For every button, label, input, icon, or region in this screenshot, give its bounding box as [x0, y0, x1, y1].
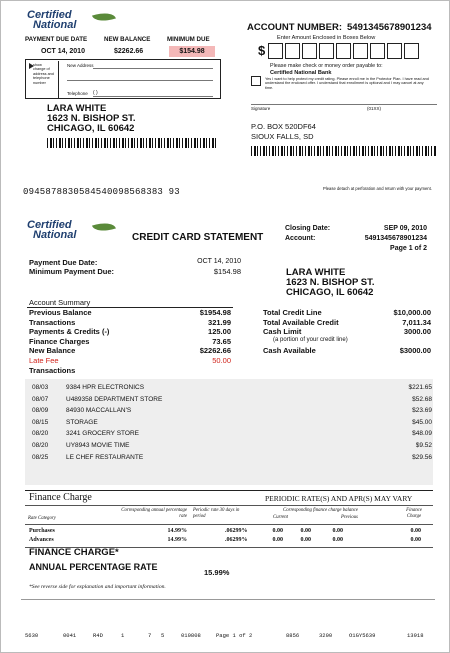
summary-heading: Account Summary: [29, 298, 91, 307]
footnote: *See reverse side for explanation and important information.: [29, 584, 166, 590]
credit-label: Total Credit Line: [263, 308, 322, 317]
stub-payment-due-label: PAYMENT DUE DATE: [25, 36, 88, 43]
finance-heading: Finance Charge: [29, 492, 92, 503]
col-finance: Finance Charge: [406, 508, 422, 519]
summary-label: Transactions: [29, 317, 76, 327]
protector-plan-note: Yes I want to help protect my credit rating. Please enroll me in the Protector Plan. I have read and understand the enclosed offer. I understand that enrollment is optional and I may cancel at any time.: [265, 77, 429, 90]
summary-value: 73.65: [212, 336, 231, 346]
transaction-date: 08/09: [32, 407, 49, 415]
payment-due-date-label: Payment Due Date:: [29, 258, 98, 267]
transaction-row: [32, 430, 432, 442]
transaction-amount: $52.68: [412, 395, 432, 403]
col-periodic: Periodic rate 30 days in period: [193, 508, 240, 519]
footer-rule: [21, 599, 435, 600]
finance-current: 0.00: [272, 537, 283, 543]
statement-customer-street: 1623 N. BISHOP ST.: [286, 277, 375, 288]
payable-to-bank: Certified National Bank: [270, 70, 332, 76]
minimum-due: $154.98: [213, 267, 241, 276]
address-line-2[interactable]: [67, 80, 213, 81]
transaction-description: STORAGE: [66, 418, 98, 426]
finance-previous: 0.00: [332, 528, 343, 534]
transaction-row: [32, 396, 432, 408]
statement-title: CREDIT CARD STATEMENT: [132, 232, 264, 243]
transaction-date: 08/20: [32, 442, 49, 449]
stub-new-balance: $2262.66: [114, 48, 144, 55]
transaction-row: [32, 442, 432, 454]
detach-note: Please detach at perforation and return with your payment.: [323, 186, 432, 191]
transaction-description: 84930 MACCALLAN'S: [66, 407, 132, 415]
transaction-row: [32, 454, 432, 466]
amount-box-4[interactable]: [319, 43, 334, 59]
apr-value: 15.99%: [204, 568, 230, 577]
amount-box-7[interactable]: [370, 43, 385, 59]
stub-customer-street: 1623 N. BISHOP ST.: [47, 113, 136, 124]
finance-divider: [25, 505, 433, 506]
stub-customer-city: CHICAGO, IL 60642: [47, 123, 135, 134]
periodic-heading: PERIODIC RATE(S) AND APR(S) MAY VARY: [265, 494, 413, 503]
summary-value: 125.00: [208, 327, 231, 337]
payment-due-date: OCT 14, 2010: [197, 258, 241, 265]
brand-logo-statement: [27, 220, 76, 240]
credit-value: 3000.00: [403, 327, 431, 337]
amount-box-8[interactable]: [387, 43, 402, 59]
amount-box-5[interactable]: [336, 43, 351, 59]
address-barcode: [47, 138, 217, 148]
transaction-description: LE CHEF RESTAURANTE: [66, 453, 144, 461]
brand-line2: National: [33, 19, 77, 31]
amount-box-1[interactable]: [268, 43, 283, 59]
signature-line[interactable]: [251, 104, 437, 105]
telephone-line[interactable]: [93, 96, 213, 97]
payable-to-label: Please make check or money order payable to:: [270, 63, 383, 69]
amount-box-6[interactable]: [353, 43, 368, 59]
apr-label: ANNUAL PERCENTAGE RATE: [29, 562, 158, 572]
finance-charge-label: FINANCE CHARGE*: [29, 547, 119, 558]
telephone-label: Telephone: [67, 91, 88, 96]
finance-header-rule: [25, 524, 433, 525]
finance-apr: 14.99%: [167, 537, 187, 543]
transaction-date: 08/15: [32, 418, 49, 426]
footer-code: 8856: [286, 632, 300, 639]
finance-current: 0.00: [272, 528, 283, 534]
amount-box-2[interactable]: [285, 43, 300, 59]
stub-customer-name: LARA WHITE: [47, 103, 107, 114]
credit-value: $10,000.00: [393, 308, 431, 317]
account-number-label: ACCOUNT NUMBER:: [247, 22, 342, 33]
footer-code: R4D: [93, 632, 103, 639]
col-balance: Corresponding finance charge balance: [283, 508, 358, 513]
amount-box-9[interactable]: [404, 43, 419, 59]
transaction-amount: $29.56: [412, 453, 432, 461]
finance-category: Advances: [29, 537, 54, 543]
finance-balance: 0.00: [300, 528, 311, 534]
col-current: Current: [273, 515, 289, 520]
closing-date: SEP 09, 2010: [383, 225, 427, 232]
leaf-icon: [92, 9, 116, 25]
stub-minimum-due-label: MINIMUM DUE: [167, 36, 210, 43]
credit-value: 7,011.34: [402, 317, 431, 327]
amount-enclosed-label: Enter Amount Enclosed in Boxes Below: [277, 35, 376, 41]
amount-box-3[interactable]: [302, 43, 317, 59]
summary-value: 321.99: [208, 317, 231, 327]
stub-payment-due-date: OCT 14, 2010: [41, 48, 85, 55]
transaction-date: 08/03: [32, 384, 49, 391]
closing-date-label: Closing Date:: [285, 225, 331, 232]
footer-code: 3200: [319, 632, 333, 639]
brand-line2-statement: National: [33, 229, 77, 241]
stub-minimum-due: $154.98: [169, 46, 215, 57]
transaction-date: 08/20: [32, 430, 49, 438]
footer-code: 5: [161, 632, 165, 639]
date-label: (01XX): [367, 106, 382, 111]
summary-value: 50.00: [212, 356, 231, 365]
footer-code: 5630: [25, 632, 39, 639]
summary-label: Late Fee: [29, 356, 59, 365]
transaction-amount: $221.65: [408, 384, 432, 391]
transaction-row: [32, 419, 432, 431]
finance-divider-top: [25, 490, 433, 491]
brand-line1-statement: Certified: [27, 219, 72, 231]
summary-label: Payments & Credits (-): [29, 327, 110, 337]
transaction-amount: $9.52: [415, 442, 432, 449]
brand-line1: Certified: [27, 9, 72, 21]
stub-new-balance-label: NEW BALANCE: [104, 36, 151, 43]
footer-code: 010808: [181, 632, 201, 639]
summary-value: $2262.66: [199, 346, 231, 356]
finance-periodic: .06299%: [225, 528, 248, 534]
footer-code: Page 1 of 2: [216, 632, 253, 639]
credit-label: (a portion of your credit line): [273, 336, 348, 343]
transaction-row: [32, 407, 432, 419]
finance-previous: 0.00: [332, 537, 343, 543]
remit-box: P.O. BOX 520DF64: [251, 122, 316, 131]
transaction-amount: $23.69: [412, 407, 432, 415]
transaction-description: 3241 GROCERY STORE: [66, 430, 139, 438]
minimum-due-label: Minimum Payment Due:: [29, 267, 115, 276]
finance-charge: 0.00: [410, 528, 421, 534]
summary-label: New Balance: [29, 346, 76, 356]
footer-code: 0041: [63, 632, 77, 639]
finance-category: Purchases: [29, 528, 55, 534]
transaction-amount: $45.00: [412, 418, 432, 426]
footer-code: 13918: [407, 632, 424, 639]
col-rate-category: Rate Category: [28, 516, 56, 521]
col-previous: Previous: [341, 515, 358, 520]
account-label: Account:: [285, 235, 316, 242]
transaction-description: 9384 HPR ELECTRONICS: [66, 384, 145, 391]
telephone-parens: ( ): [93, 90, 98, 96]
remit-barcode: [251, 146, 437, 156]
ocr-line: 0945878830584540098568383 93: [23, 187, 180, 197]
transaction-amount: $48.09: [412, 430, 432, 438]
leaf-icon-statement: [92, 219, 116, 235]
transaction-row: [32, 384, 432, 396]
signature-label: Signature: [251, 106, 271, 111]
credit-label: Cash Available: [263, 346, 316, 356]
page-indicator: Page 1 of 2: [390, 245, 427, 252]
new-address-line[interactable]: [93, 68, 213, 69]
address-box-divider: [58, 61, 59, 98]
statement-customer-name: LARA WHITE: [286, 267, 346, 278]
remit-city: SIOUX FALLS, SD: [251, 132, 314, 141]
change-address-note: show change of address and telephone number: [33, 63, 54, 85]
col-annual: Corresponding annual percentage rate: [121, 508, 187, 519]
transaction-description: U489358 DEPARTMENT STORE: [66, 395, 163, 403]
finance-apr: 14.99%: [167, 528, 187, 534]
summary-value: $1954.98: [199, 308, 231, 317]
finance-charge: 0.00: [410, 537, 421, 543]
transactions-heading: Transactions: [29, 366, 76, 375]
transaction-date: 08/07: [32, 395, 49, 403]
credit-value: $3000.00: [399, 346, 431, 356]
transaction-date: 08/25: [32, 453, 49, 461]
summary-label: Previous Balance: [29, 308, 92, 317]
footer-code: 1: [121, 632, 125, 639]
credit-label: Total Available Credit: [263, 317, 339, 327]
statement-customer-city: CHICAGO, IL 60642: [286, 287, 374, 298]
transaction-description: UY8943 MOVIE TIME: [66, 442, 130, 449]
new-address-label: New Address: [67, 63, 94, 68]
footer-code: 7: [148, 632, 152, 639]
finance-balance: 0.00: [300, 537, 311, 543]
finance-periodic: .06299%: [225, 537, 248, 543]
account-number: 5491345678901234: [347, 22, 432, 33]
summary-label: Finance Charges: [29, 336, 90, 346]
footer-code: O1GY5639: [349, 632, 376, 639]
dollar-sign: $: [258, 43, 266, 58]
brand-logo-top: [27, 10, 76, 30]
credit-label: Cash Limit: [263, 327, 302, 337]
statement-account-number: 5491345678901234: [364, 235, 427, 242]
